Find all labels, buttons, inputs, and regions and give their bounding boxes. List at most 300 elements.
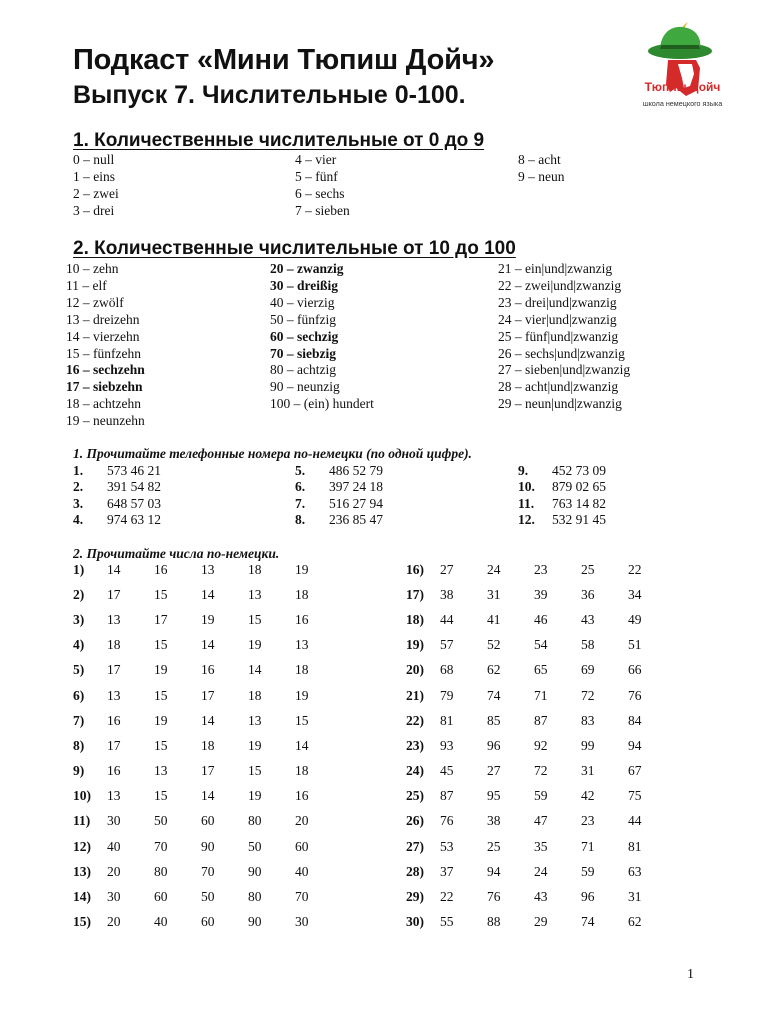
- list-item: 8 – acht: [518, 152, 561, 167]
- table-row: [406, 633, 675, 658]
- table-cell: 15: [248, 611, 262, 627]
- row-label: 30): [406, 914, 424, 930]
- table-cell: 30: [107, 813, 121, 829]
- table-cell: 59: [581, 863, 595, 879]
- table-cell: 17: [107, 662, 121, 678]
- table-cell: 90: [248, 863, 262, 879]
- table-cell: 22: [440, 889, 454, 905]
- table-cell: 16: [295, 788, 309, 804]
- table-row: [406, 557, 675, 582]
- table-cell: 55: [440, 914, 454, 930]
- list-item: 17 – siebzehn: [66, 379, 143, 395]
- row-label: 14): [73, 889, 91, 905]
- table-cell: 79: [440, 687, 454, 703]
- table-cell: 70: [295, 889, 309, 905]
- table-cell: 25: [487, 838, 501, 854]
- list-item: 26 – sechs|und|zwanzig: [498, 345, 625, 361]
- phone-item-value: 516 27 94: [329, 495, 383, 511]
- table-cell: 19: [154, 662, 168, 678]
- row-label: 22): [406, 712, 424, 728]
- table-cell: 72: [534, 763, 548, 779]
- table-row: [73, 859, 342, 884]
- table-cell: 75: [628, 788, 642, 804]
- table-cell: 47: [534, 813, 548, 829]
- table-cell: 30: [295, 914, 309, 930]
- table-cell: 34: [628, 586, 642, 602]
- table-cell: 14: [295, 737, 309, 753]
- table-cell: 90: [201, 838, 215, 854]
- list-item: 11 – elf: [66, 277, 107, 293]
- table-cell: 36: [581, 586, 595, 602]
- list-item: 10 – zehn: [66, 261, 119, 276]
- table-cell: 39: [534, 586, 548, 602]
- list-item: 9 – neun: [518, 168, 565, 184]
- table-cell: 65: [534, 662, 548, 678]
- table-cell: 40: [154, 914, 168, 930]
- list-item: 7 – sieben: [295, 202, 350, 218]
- list-item: 90 – neunzig: [270, 379, 340, 395]
- phone-item-value: 486 52 79: [329, 463, 383, 478]
- phone-item: [295, 479, 383, 495]
- section1-col2: [295, 152, 350, 220]
- numbers-table-right: [406, 557, 675, 935]
- table-cell: 76: [628, 687, 642, 703]
- row-label: 19): [406, 637, 424, 653]
- table-row: [73, 784, 342, 809]
- table-cell: 71: [581, 838, 595, 854]
- phone-item-value: 236 85 47: [329, 511, 383, 527]
- table-cell: 71: [534, 687, 548, 703]
- phone-item: [73, 463, 161, 479]
- phone-item-value: 391 54 82: [107, 479, 161, 495]
- section1-col1: [73, 152, 119, 220]
- table-cell: 22: [628, 561, 642, 577]
- table-cell: 80: [248, 889, 262, 905]
- table-cell: 15: [154, 788, 168, 804]
- table-cell: 93: [440, 737, 454, 753]
- table-cell: 18: [248, 687, 262, 703]
- table-cell: 23: [534, 561, 548, 577]
- table-cell: 50: [201, 889, 215, 905]
- phone-item: [518, 479, 606, 495]
- table-cell: 76: [487, 889, 501, 905]
- phone-item: [73, 512, 161, 528]
- phone-item: [73, 496, 161, 512]
- phone-item-value: 573 46 21: [107, 463, 161, 478]
- page-title: Подкаст «Мини Тюпиш Дойч»: [73, 44, 495, 76]
- table-cell: 52: [487, 637, 501, 653]
- page-subtitle: Выпуск 7. Числительные 0-100.: [73, 81, 466, 109]
- table-cell: 13: [107, 687, 121, 703]
- table-cell: 15: [154, 687, 168, 703]
- table-cell: 67: [628, 763, 642, 779]
- page-number: 1: [687, 967, 694, 982]
- row-label: 12): [73, 838, 91, 854]
- row-label: 6): [73, 687, 85, 703]
- table-cell: 17: [201, 687, 215, 703]
- table-cell: 19: [295, 687, 309, 703]
- row-label: 24): [406, 763, 424, 779]
- phone-item-number: 10.: [518, 479, 535, 495]
- table-cell: 17: [201, 763, 215, 779]
- table-row: [73, 708, 342, 733]
- table-cell: 40: [107, 838, 121, 854]
- row-label: 18): [406, 611, 424, 627]
- table-cell: 13: [107, 611, 121, 627]
- phone-column-3: [518, 463, 606, 528]
- section1-heading: 1. Количественные числительные от 0 до 9: [73, 130, 485, 151]
- list-item: 60 – sechzig: [270, 328, 339, 344]
- row-label: 21): [406, 687, 424, 703]
- table-row: [406, 910, 675, 935]
- phone-item-number: 1.: [73, 463, 84, 478]
- table-cell: 15: [295, 712, 309, 728]
- phone-item-number: 6.: [295, 479, 306, 495]
- list-item: 0 – null: [73, 152, 115, 167]
- table-cell: 94: [487, 863, 501, 879]
- table-cell: 18: [107, 637, 121, 653]
- table-cell: 13: [248, 586, 262, 602]
- table-cell: 30: [107, 889, 121, 905]
- table-cell: 63: [628, 863, 642, 879]
- exercise1-title: 1. Прочитайте телефонные номера по-немецки (по одной цифре).: [73, 446, 472, 461]
- table-cell: 43: [581, 611, 595, 627]
- table-cell: 66: [628, 662, 642, 678]
- table-cell: 35: [534, 838, 548, 854]
- phone-item-number: 8.: [295, 511, 306, 527]
- table-cell: 16: [107, 763, 121, 779]
- table-cell: 38: [440, 586, 454, 602]
- exercise2-title: 2. Прочитайте числа по-немецки.: [73, 546, 280, 561]
- table-cell: 44: [440, 611, 454, 627]
- table-row: [406, 884, 675, 909]
- row-label: 8): [73, 737, 85, 753]
- table-cell: 70: [201, 863, 215, 879]
- list-item: 13 – dreizehn: [66, 311, 140, 327]
- table-cell: 19: [154, 712, 168, 728]
- table-cell: 37: [440, 863, 454, 879]
- row-label: 11): [73, 813, 91, 829]
- section2-col3: [498, 261, 630, 413]
- phone-item-number: 7.: [295, 495, 306, 511]
- table-cell: 23: [581, 813, 595, 829]
- phone-item: [518, 496, 606, 512]
- table-cell: 42: [581, 788, 595, 804]
- phone-item-value: 452 73 09: [552, 463, 606, 478]
- list-item: 100 – (ein) hundert: [270, 396, 374, 412]
- phone-item-number: 9.: [518, 463, 529, 478]
- list-item: 21 – ein|und|zwanzig: [498, 261, 613, 276]
- phone-item-number: 2.: [73, 479, 84, 495]
- list-item: 16 – sechzehn: [66, 362, 145, 378]
- table-cell: 88: [487, 914, 501, 930]
- table-row: [73, 557, 342, 582]
- table-cell: 53: [440, 838, 454, 854]
- phone-item: [295, 512, 383, 528]
- table-cell: 31: [581, 763, 595, 779]
- table-cell: 18: [295, 586, 309, 602]
- phone-item-number: 5.: [295, 463, 306, 478]
- table-cell: 62: [487, 662, 501, 678]
- table-cell: 95: [487, 788, 501, 804]
- list-item: 19 – neunzehn: [66, 413, 145, 429]
- table-cell: 85: [487, 712, 501, 728]
- table-cell: 19: [295, 561, 309, 577]
- table-cell: 25: [581, 561, 595, 577]
- row-label: 27): [406, 838, 424, 854]
- table-cell: 16: [201, 662, 215, 678]
- phone-item-number: 3.: [73, 495, 84, 511]
- row-label: 2): [73, 586, 85, 602]
- table-cell: 74: [581, 914, 595, 930]
- phone-column-2: [295, 463, 383, 528]
- table-cell: 90: [248, 914, 262, 930]
- table-row: [406, 607, 675, 632]
- list-item: 40 – vierzig: [270, 294, 335, 310]
- row-label: 13): [73, 863, 91, 879]
- table-cell: 51: [628, 637, 642, 653]
- table-cell: 31: [487, 586, 501, 602]
- table-cell: 20: [295, 813, 309, 829]
- list-item: 22 – zwei|und|zwanzig: [498, 277, 622, 293]
- table-cell: 46: [534, 611, 548, 627]
- table-cell: 41: [487, 611, 501, 627]
- table-cell: 24: [487, 561, 501, 577]
- table-cell: 62: [628, 914, 642, 930]
- row-label: 1): [73, 561, 85, 577]
- table-cell: 27: [487, 763, 501, 779]
- table-cell: 45: [440, 763, 454, 779]
- table-cell: 49: [628, 611, 642, 627]
- table-cell: 72: [581, 687, 595, 703]
- phone-item-value: 763 14 82: [552, 495, 606, 511]
- phone-column-1: [73, 463, 161, 528]
- phone-item: [518, 463, 606, 479]
- phone-item: [73, 479, 161, 495]
- row-label: 26): [406, 813, 424, 829]
- table-cell: 44: [628, 813, 642, 829]
- table-row: [406, 582, 675, 607]
- list-item: 50 – fünfzig: [270, 311, 336, 327]
- row-label: 29): [406, 889, 424, 905]
- table-cell: 76: [440, 813, 454, 829]
- table-cell: 20: [107, 863, 121, 879]
- table-cell: 96: [487, 737, 501, 753]
- table-cell: 81: [628, 838, 642, 854]
- list-item: 2 – zwei: [73, 185, 119, 201]
- table-row: [406, 859, 675, 884]
- table-cell: 43: [534, 889, 548, 905]
- table-row: [406, 834, 675, 859]
- phone-item-value: 879 02 65: [552, 479, 606, 495]
- list-item: 70 – siebzig: [270, 345, 336, 361]
- table-cell: 18: [201, 737, 215, 753]
- phone-item-value: 397 24 18: [329, 479, 383, 495]
- table-row: [73, 834, 342, 859]
- list-item: 29 – neun|und|zwanzig: [498, 396, 622, 412]
- table-cell: 15: [154, 737, 168, 753]
- table-cell: 19: [248, 637, 262, 653]
- table-row: [73, 658, 342, 683]
- table-cell: 94: [628, 737, 642, 753]
- table-cell: 87: [534, 712, 548, 728]
- table-cell: 14: [201, 586, 215, 602]
- table-row: [73, 733, 342, 758]
- phone-item-number: 4.: [73, 511, 84, 527]
- phone-item: [295, 463, 383, 479]
- table-cell: 18: [248, 561, 262, 577]
- section1-col3: [518, 152, 565, 186]
- table-cell: 50: [248, 838, 262, 854]
- list-item: 80 – achtzig: [270, 362, 336, 378]
- row-label: 16): [406, 561, 424, 577]
- table-cell: 29: [534, 914, 548, 930]
- table-cell: 13: [107, 788, 121, 804]
- row-label: 23): [406, 737, 424, 753]
- row-label: 10): [73, 788, 91, 804]
- table-cell: 92: [534, 737, 548, 753]
- table-row: [73, 582, 342, 607]
- table-cell: 27: [440, 561, 454, 577]
- table-cell: 58: [581, 637, 595, 653]
- list-item: 23 – drei|und|zwanzig: [498, 294, 617, 310]
- list-item: 18 – achtzehn: [66, 396, 141, 412]
- row-label: 4): [73, 637, 85, 653]
- section2-col1: [66, 261, 145, 430]
- table-cell: 13: [154, 763, 168, 779]
- phone-item-value: 974 63 12: [107, 511, 161, 527]
- phone-item-value: 648 57 03: [107, 495, 161, 511]
- logo-tagline: школа немецкого языка: [642, 99, 723, 108]
- list-item: 4 – vier: [295, 152, 337, 167]
- table-row: [406, 759, 675, 784]
- section2-heading: 2. Количественные числительные от 10 до 100: [73, 238, 516, 259]
- numbers-table-left: [73, 557, 342, 935]
- phone-item-number: 12.: [518, 511, 535, 527]
- table-cell: 19: [248, 737, 262, 753]
- table-cell: 50: [154, 813, 168, 829]
- phone-item-value: 532 91 45: [552, 511, 606, 527]
- table-cell: 15: [248, 763, 262, 779]
- table-cell: 59: [534, 788, 548, 804]
- table-cell: 87: [440, 788, 454, 804]
- table-cell: 70: [154, 838, 168, 854]
- table-row: [406, 784, 675, 809]
- table-cell: 96: [581, 889, 595, 905]
- section2-col2: [270, 261, 374, 413]
- list-item: 3 – drei: [73, 202, 115, 218]
- table-row: [73, 809, 342, 834]
- list-item: 15 – fünfzehn: [66, 345, 141, 361]
- row-label: 28): [406, 863, 424, 879]
- table-cell: 14: [201, 788, 215, 804]
- table-row: [73, 683, 342, 708]
- table-cell: 19: [201, 611, 215, 627]
- list-item: 6 – sechs: [295, 185, 345, 201]
- list-item: 5 – fünf: [295, 168, 338, 184]
- table-row: [73, 910, 342, 935]
- table-cell: 68: [440, 662, 454, 678]
- table-cell: 60: [295, 838, 309, 854]
- table-cell: 16: [295, 611, 309, 627]
- table-cell: 31: [628, 889, 642, 905]
- table-cell: 40: [295, 863, 309, 879]
- logo-brand: Тюпиш Дойч: [644, 80, 721, 94]
- table-cell: 13: [248, 712, 262, 728]
- table-row: [73, 607, 342, 632]
- table-cell: 13: [295, 637, 309, 653]
- table-cell: 54: [534, 637, 548, 653]
- table-cell: 17: [107, 737, 121, 753]
- table-cell: 60: [154, 889, 168, 905]
- list-item: 28 – acht|und|zwanzig: [498, 379, 619, 395]
- table-cell: 15: [154, 586, 168, 602]
- table-cell: 16: [107, 712, 121, 728]
- table-cell: 24: [534, 863, 548, 879]
- table-cell: 14: [107, 561, 121, 577]
- table-cell: 13: [201, 561, 215, 577]
- table-cell: 57: [440, 637, 454, 653]
- list-item: 24 – vier|und|zwanzig: [498, 311, 617, 327]
- table-row: [406, 809, 675, 834]
- list-item: 20 – zwanzig: [270, 261, 344, 276]
- list-item: 27 – sieben|und|zwanzig: [498, 362, 631, 378]
- list-item: 1 – eins: [73, 168, 115, 184]
- table-cell: 14: [201, 637, 215, 653]
- list-item: 30 – dreißig: [270, 277, 339, 293]
- table-cell: 18: [295, 662, 309, 678]
- row-label: 17): [406, 586, 424, 602]
- phone-item: [295, 496, 383, 512]
- row-label: 25): [406, 788, 424, 804]
- table-cell: 17: [107, 586, 121, 602]
- table-cell: 60: [201, 813, 215, 829]
- row-label: 5): [73, 662, 85, 678]
- row-label: 7): [73, 712, 85, 728]
- table-row: [406, 683, 675, 708]
- table-cell: 60: [201, 914, 215, 930]
- table-cell: 99: [581, 737, 595, 753]
- table-row: [73, 633, 342, 658]
- table-cell: 15: [154, 637, 168, 653]
- table-cell: 20: [107, 914, 121, 930]
- row-label: 3): [73, 611, 85, 627]
- table-cell: 19: [248, 788, 262, 804]
- table-cell: 14: [248, 662, 262, 678]
- table-row: [406, 733, 675, 758]
- table-cell: 81: [440, 712, 454, 728]
- row-label: 20): [406, 662, 424, 678]
- table-cell: 17: [154, 611, 168, 627]
- row-label: 15): [73, 914, 91, 930]
- table-cell: 14: [201, 712, 215, 728]
- table-row: [406, 658, 675, 683]
- list-item: 12 – zwölf: [66, 294, 124, 310]
- list-item: 14 – vierzehn: [66, 328, 140, 344]
- phone-item-number: 11.: [518, 495, 535, 511]
- table-cell: 83: [581, 712, 595, 728]
- phone-item: [518, 512, 606, 528]
- table-cell: 80: [154, 863, 168, 879]
- list-item: 25 – fünf|und|zwanzig: [498, 328, 619, 344]
- table-cell: 38: [487, 813, 501, 829]
- table-cell: 74: [487, 687, 501, 703]
- table-row: [406, 708, 675, 733]
- table-cell: 69: [581, 662, 595, 678]
- table-cell: 18: [295, 763, 309, 779]
- row-label: 9): [73, 763, 85, 779]
- table-row: [73, 884, 342, 909]
